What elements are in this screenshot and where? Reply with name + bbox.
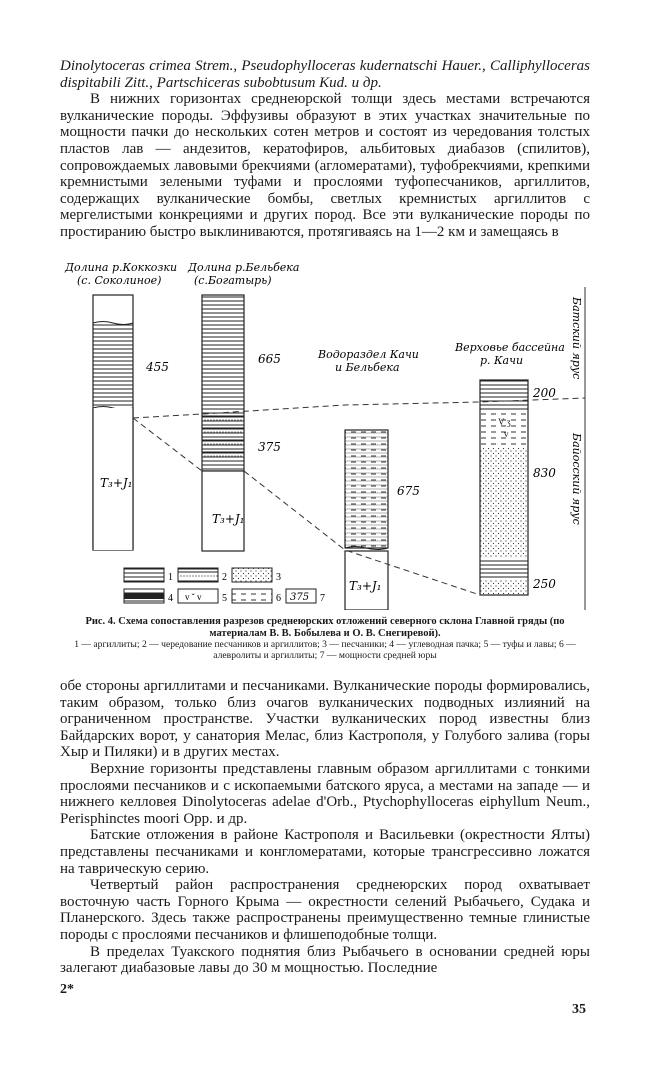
col4-thickness-b: 830 bbox=[533, 466, 556, 480]
paragraph: Верхние горизонты представлены главным образом аргиллитами с тонкими прослоями песчаников и с ископаемыми батского яруса, а местами на западе — и нижнего келловея Dinolytoceras adelae d'Orb., Ptychophylloceras eiphyllum Neum., Perisphinctes moori Opp. и др. bbox=[60, 760, 590, 827]
legend-5: 5 bbox=[222, 593, 227, 604]
stratigraphic-diagram bbox=[60, 255, 600, 610]
page-number: 35 bbox=[572, 1002, 586, 1017]
col2-age: T₃+J₁ bbox=[212, 512, 245, 526]
paragraph: обе стороны аргиллитами и песчаниками. Вулканические породы формировались, таким образом, только близ очагов вулканических подводных излияний на ограниченном пространстве. Участки вулканических пород известны близ Байдарских ворот, у санатория Мелас, близ Кастрополя, у Голубого залива (горы Хыр и Пиляки) и в других местах. bbox=[60, 678, 590, 761]
col4-thickness-c: 250 bbox=[533, 577, 556, 591]
legend-2: 2 bbox=[222, 572, 227, 583]
col1-title-line1: Долина р.Коккозки bbox=[65, 261, 178, 274]
caption-legend: 1 — аргиллиты; 2 — чередование песчаников и аргиллитов; 3 — песчаники; 4 — углеводная пачка; 5 — туфы и лавы; 6 — алевролиты и аргиллиты; 7 — мощности средней юры bbox=[74, 639, 576, 662]
col2-title-line2: (с.Богатырь) bbox=[194, 274, 272, 287]
col2-thickness-b: 375 bbox=[258, 440, 281, 454]
col1-thickness: 455 bbox=[146, 360, 169, 374]
footer-left: 2* bbox=[60, 982, 74, 997]
svg-text:v: v bbox=[504, 429, 509, 439]
paragraph: В пределах Туакского поднятия близ Рыбачьего в основании средней юры залегают диабазовые лавы до 30 м мощностью. Последние bbox=[60, 943, 590, 977]
legend bbox=[124, 568, 325, 604]
diagram-svg bbox=[60, 255, 600, 610]
col4-title-line2: р. Качи bbox=[480, 354, 524, 367]
bottom-text bbox=[60, 678, 590, 977]
col3-title-line1: Водораздел Качи bbox=[318, 348, 419, 361]
paragraph: Четвертый район распространения среднеюрских пород охватывает восточную часть Горного Крыма — окрестности селений Рыбачьего, Судака и Планерского. Здесь также распространены преимущественно темные глинистые породы с прослоями песчаников и флишеподобные толщи. bbox=[60, 877, 590, 943]
species-list: Dinolytoceras crimea Strem., Pseudophylloceras kudernatschi Hauer., Calliphylloceras dispitabili Zitt., Partschiceras subobtusum Kud. и др. bbox=[60, 58, 590, 91]
svg-text:V ʒ: V ʒ bbox=[498, 417, 511, 427]
svg-text:v ˇ v: v ˇ v bbox=[185, 592, 202, 602]
paragraph: Батские отложения в районе Кастрополя и Васильевки (окрестности Ялты) представлены песчаниками и конгломератами, которые трансгрессивно ложатся на таврическую серию. bbox=[60, 827, 590, 877]
legend-1: 1 bbox=[168, 572, 173, 583]
top-text bbox=[60, 58, 590, 241]
legend-3: 3 bbox=[276, 572, 281, 583]
stage-lower: Байосский ярус bbox=[570, 433, 583, 525]
legend-6: 6 bbox=[276, 593, 281, 604]
legend-375: 375 bbox=[290, 592, 310, 603]
legend-7: 7 bbox=[320, 593, 325, 604]
caption-title: Рис. 4. Схема сопоставления разрезов среднеюрских отложений северного склона Главной гряды (по материалам В. В. Бобылева и О. В. Снегиревой). bbox=[85, 616, 565, 639]
figure-caption bbox=[60, 616, 590, 661]
stage-upper: Батский ярус bbox=[570, 297, 583, 380]
col3-age: T₃+J₁ bbox=[349, 579, 382, 593]
col3-thickness: 675 bbox=[397, 484, 420, 498]
col4-thickness-a: 200 bbox=[533, 386, 556, 400]
col2-thickness-a: 665 bbox=[258, 352, 281, 366]
col1-age: T₃+J₁ bbox=[100, 476, 133, 490]
paragraph: В нижних горизонтах среднеюрской толщи здесь местами встречаются вулканические породы. Эффузивы образуют в этих участках значительные по мощности пачки до нескольких сотен метров и состоят из чередования толстых пластов лав — андезитов, кератофиров, альбитовых диабазов (спилитов), сопровождаемых лавовыми брекчиями (агломератами), туфобрекчиями, крепкими кремнистыми зелеными туфами и прослоями туфопесчаников, аргиллитов, содержащих вулканические бомбы, светлых кремнистых аргиллитов с мергелистыми конкрециями и других пород. Все эти вулканические породы по простиранию быстро выклиниваются, протягиваясь на 1—2 км и замещаясь в bbox=[60, 91, 590, 240]
col2-title-line1: Долина р.Бельбека bbox=[188, 261, 300, 274]
col3-title-line2: и Бельбека bbox=[335, 361, 400, 374]
col1-title-line2: (с. Соколиное) bbox=[77, 274, 162, 287]
legend-4: 4 bbox=[168, 593, 173, 604]
col4-title-line1: Верховье бассейна bbox=[455, 341, 565, 354]
